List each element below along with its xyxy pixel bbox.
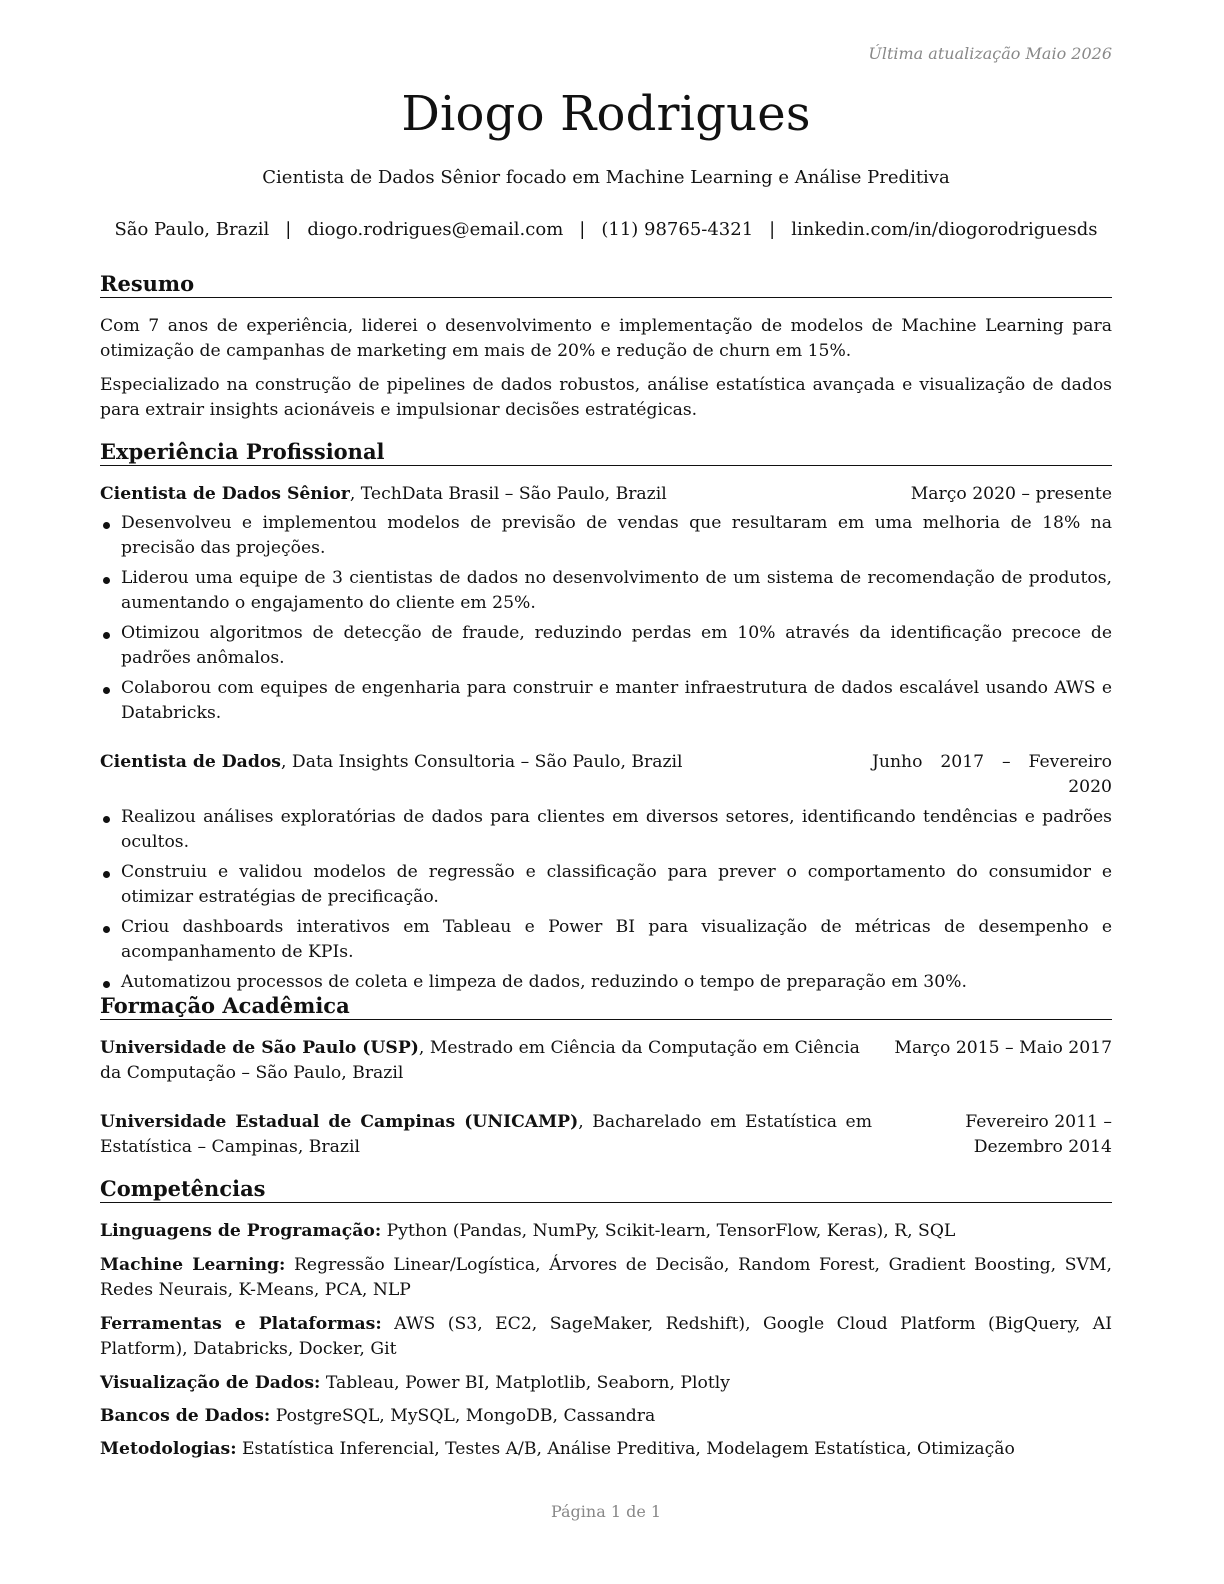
skill-label: Ferramentas e Plataformas: [100, 1314, 382, 1334]
bullet-icon [103, 687, 110, 694]
candidate-name: Diogo Rodrigues [401, 86, 811, 142]
contact-line [68, 219, 1144, 240]
job-header [100, 482, 1112, 507]
skill-value: AWS (S3, EC2, SageMaker, Redshift), Google Cloud Platform (BigQuery, AI Platform), Databricks, Docker, Git [100, 1314, 1112, 1359]
section-title-skills: Competências [100, 1176, 1112, 1203]
education-detail: , Bacharelado em Estatística em Estatística – Campinas, Brazil [100, 1112, 872, 1157]
job-bullets [100, 805, 1112, 1000]
list-item [100, 676, 1112, 726]
skill-line [100, 1219, 1112, 1244]
headline: Cientista de Dados Sênior focado em Machine Learning e Análise Preditiva [262, 167, 950, 188]
summary-paragraph: Especializado na construção de pipelines de dados robustos, análise estatística avançada e visualização de dados para extrair insights acionáveis e impulsionar decisões estratégicas. [100, 375, 1112, 420]
skill-value: Regressão Linear/Logística, Árvores de Decisão, Random Forest, Gradient Boosting, SVM, Redes Neurais, K-Means, PCA, NLP [100, 1255, 1112, 1300]
job-role: Cientista de Dados Sênior [100, 484, 350, 504]
education-detail: , Mestrado em Ciência da Computação em Ciência da Computação – São Paulo, Brazil [100, 1038, 860, 1083]
list-item [100, 566, 1112, 616]
skill-label: Visualização de Dados: [100, 1373, 321, 1393]
skill-value: PostgreSQL, MySQL, MongoDB, Cassandra [270, 1406, 656, 1426]
job-company: , Data Insights Consultoria – São Paulo, Brazil [280, 752, 683, 772]
bullet-text: Automatizou processos de coleta e limpeza de dados, reduzindo o tempo de preparação em 30%. [121, 972, 967, 992]
skill-line [100, 1312, 1112, 1362]
contact-separator: | [285, 219, 292, 240]
job-title-line [100, 482, 667, 507]
bullet-icon [103, 522, 110, 529]
education-line [100, 1036, 882, 1086]
bullet-text: Liderou uma equipe de 3 cientistas de dados no desenvolvimento de um sistema de recomendação de produtos, aumentando o engajamento do cliente em 25%. [121, 568, 1112, 613]
job-header [100, 750, 1112, 800]
job-bullets [100, 511, 1112, 731]
skill-line [100, 1437, 1112, 1462]
bullet-text: Criou dashboards interativos em Tableau e Power BI para visualização de métricas de desempenho e acompanhamento de KPIs. [121, 917, 1112, 962]
section-title-education: Formação Acadêmica [100, 993, 1112, 1020]
list-item [100, 621, 1112, 671]
education-institution: Universidade Estadual de Campinas (UNICAMP) [100, 1112, 579, 1132]
job-dates: Junho 2017 – Fevereiro 2020 [872, 752, 1112, 797]
list-item [100, 970, 1112, 995]
contact-linkedin[interactable]: linkedin.com/in/diogorodriguesds [791, 219, 1098, 240]
skill-value: Tableau, Power BI, Matplotlib, Seaborn, Plotly [320, 1373, 730, 1393]
bullet-text: Realizou análises exploratórias de dados para clientes em diversos setores, identificando tendências e padrões ocultos. [121, 807, 1112, 852]
section-title-summary: Resumo [100, 271, 1112, 298]
resume-page [100, 0, 1112, 1584]
bullet-text: Colaborou com equipes de engenharia para construir e manter infraestrutura de dados escalável usando AWS e Databricks. [121, 678, 1112, 723]
skill-line [100, 1371, 1112, 1396]
bullet-icon [103, 577, 110, 584]
contact-separator: | [579, 219, 586, 240]
skill-label: Linguagens de Programação: [100, 1221, 382, 1241]
skill-label: Machine Learning: [100, 1255, 286, 1275]
bullet-icon [103, 632, 110, 639]
skill-label: Bancos de Dados: [100, 1406, 271, 1426]
job-dates: Março 2020 – presente [910, 484, 1112, 504]
contact-phone[interactable]: (11) 98765-4321 [601, 219, 754, 240]
bullet-icon [103, 871, 110, 878]
list-item [100, 860, 1112, 910]
list-item [100, 511, 1112, 561]
education-item [100, 1036, 1112, 1086]
last-updated: Última atualização Maio 2026 [868, 44, 1112, 63]
education-line [100, 1110, 872, 1160]
job-company: , TechData Brasil – São Paulo, Brazil [349, 484, 667, 504]
education-dates: Março 2015 – Maio 2017 [894, 1038, 1112, 1058]
page-number: Página 1 de 1 [550, 1502, 662, 1521]
job-title-line [100, 750, 683, 775]
bullet-text: Construiu e validou modelos de regressão e classificação para prever o comportamento do consumidor e otimizar estratégias de precificação. [121, 862, 1112, 907]
job-role: Cientista de Dados [100, 752, 281, 772]
contact-location: São Paulo, Brazil [114, 219, 270, 240]
skill-line [100, 1404, 1112, 1429]
list-item [100, 805, 1112, 855]
skill-line [100, 1253, 1112, 1303]
bullet-icon [103, 981, 110, 988]
contact-separator: | [769, 219, 776, 240]
education-item [100, 1110, 1112, 1160]
list-item [100, 915, 1112, 965]
education-institution: Universidade de São Paulo (USP) [100, 1038, 419, 1058]
skill-value: Estatística Inferencial, Testes A/B, Análise Preditiva, Modelagem Estatística, Otimização [236, 1439, 1015, 1459]
skill-label: Metodologias: [100, 1439, 237, 1459]
bullet-text: Desenvolveu e implementou modelos de previsão de vendas que resultaram em uma melhoria de 18% na precisão das projeções. [121, 513, 1112, 558]
bullet-text: Otimizou algoritmos de detecção de fraude, reduzindo perdas em 10% através da identificação precoce de padrões anômalos. [121, 623, 1112, 668]
contact-email[interactable]: diogo.rodrigues@email.com [307, 219, 564, 240]
summary-paragraph: Com 7 anos de experiência, liderei o desenvolvimento e implementação de modelos de Machine Learning para otimização de campanhas de marketing em mais de 20% e redução de churn em 15%. [100, 316, 1112, 361]
bullet-icon [103, 816, 110, 823]
education-dates: Fevereiro 2011 – Dezembro 2014 [965, 1112, 1112, 1157]
skill-value: Python (Pandas, NumPy, Scikit-learn, TensorFlow, Keras), R, SQL [381, 1221, 956, 1241]
section-title-experience: Experiência Profissional [100, 439, 1112, 466]
bullet-icon [103, 926, 110, 933]
